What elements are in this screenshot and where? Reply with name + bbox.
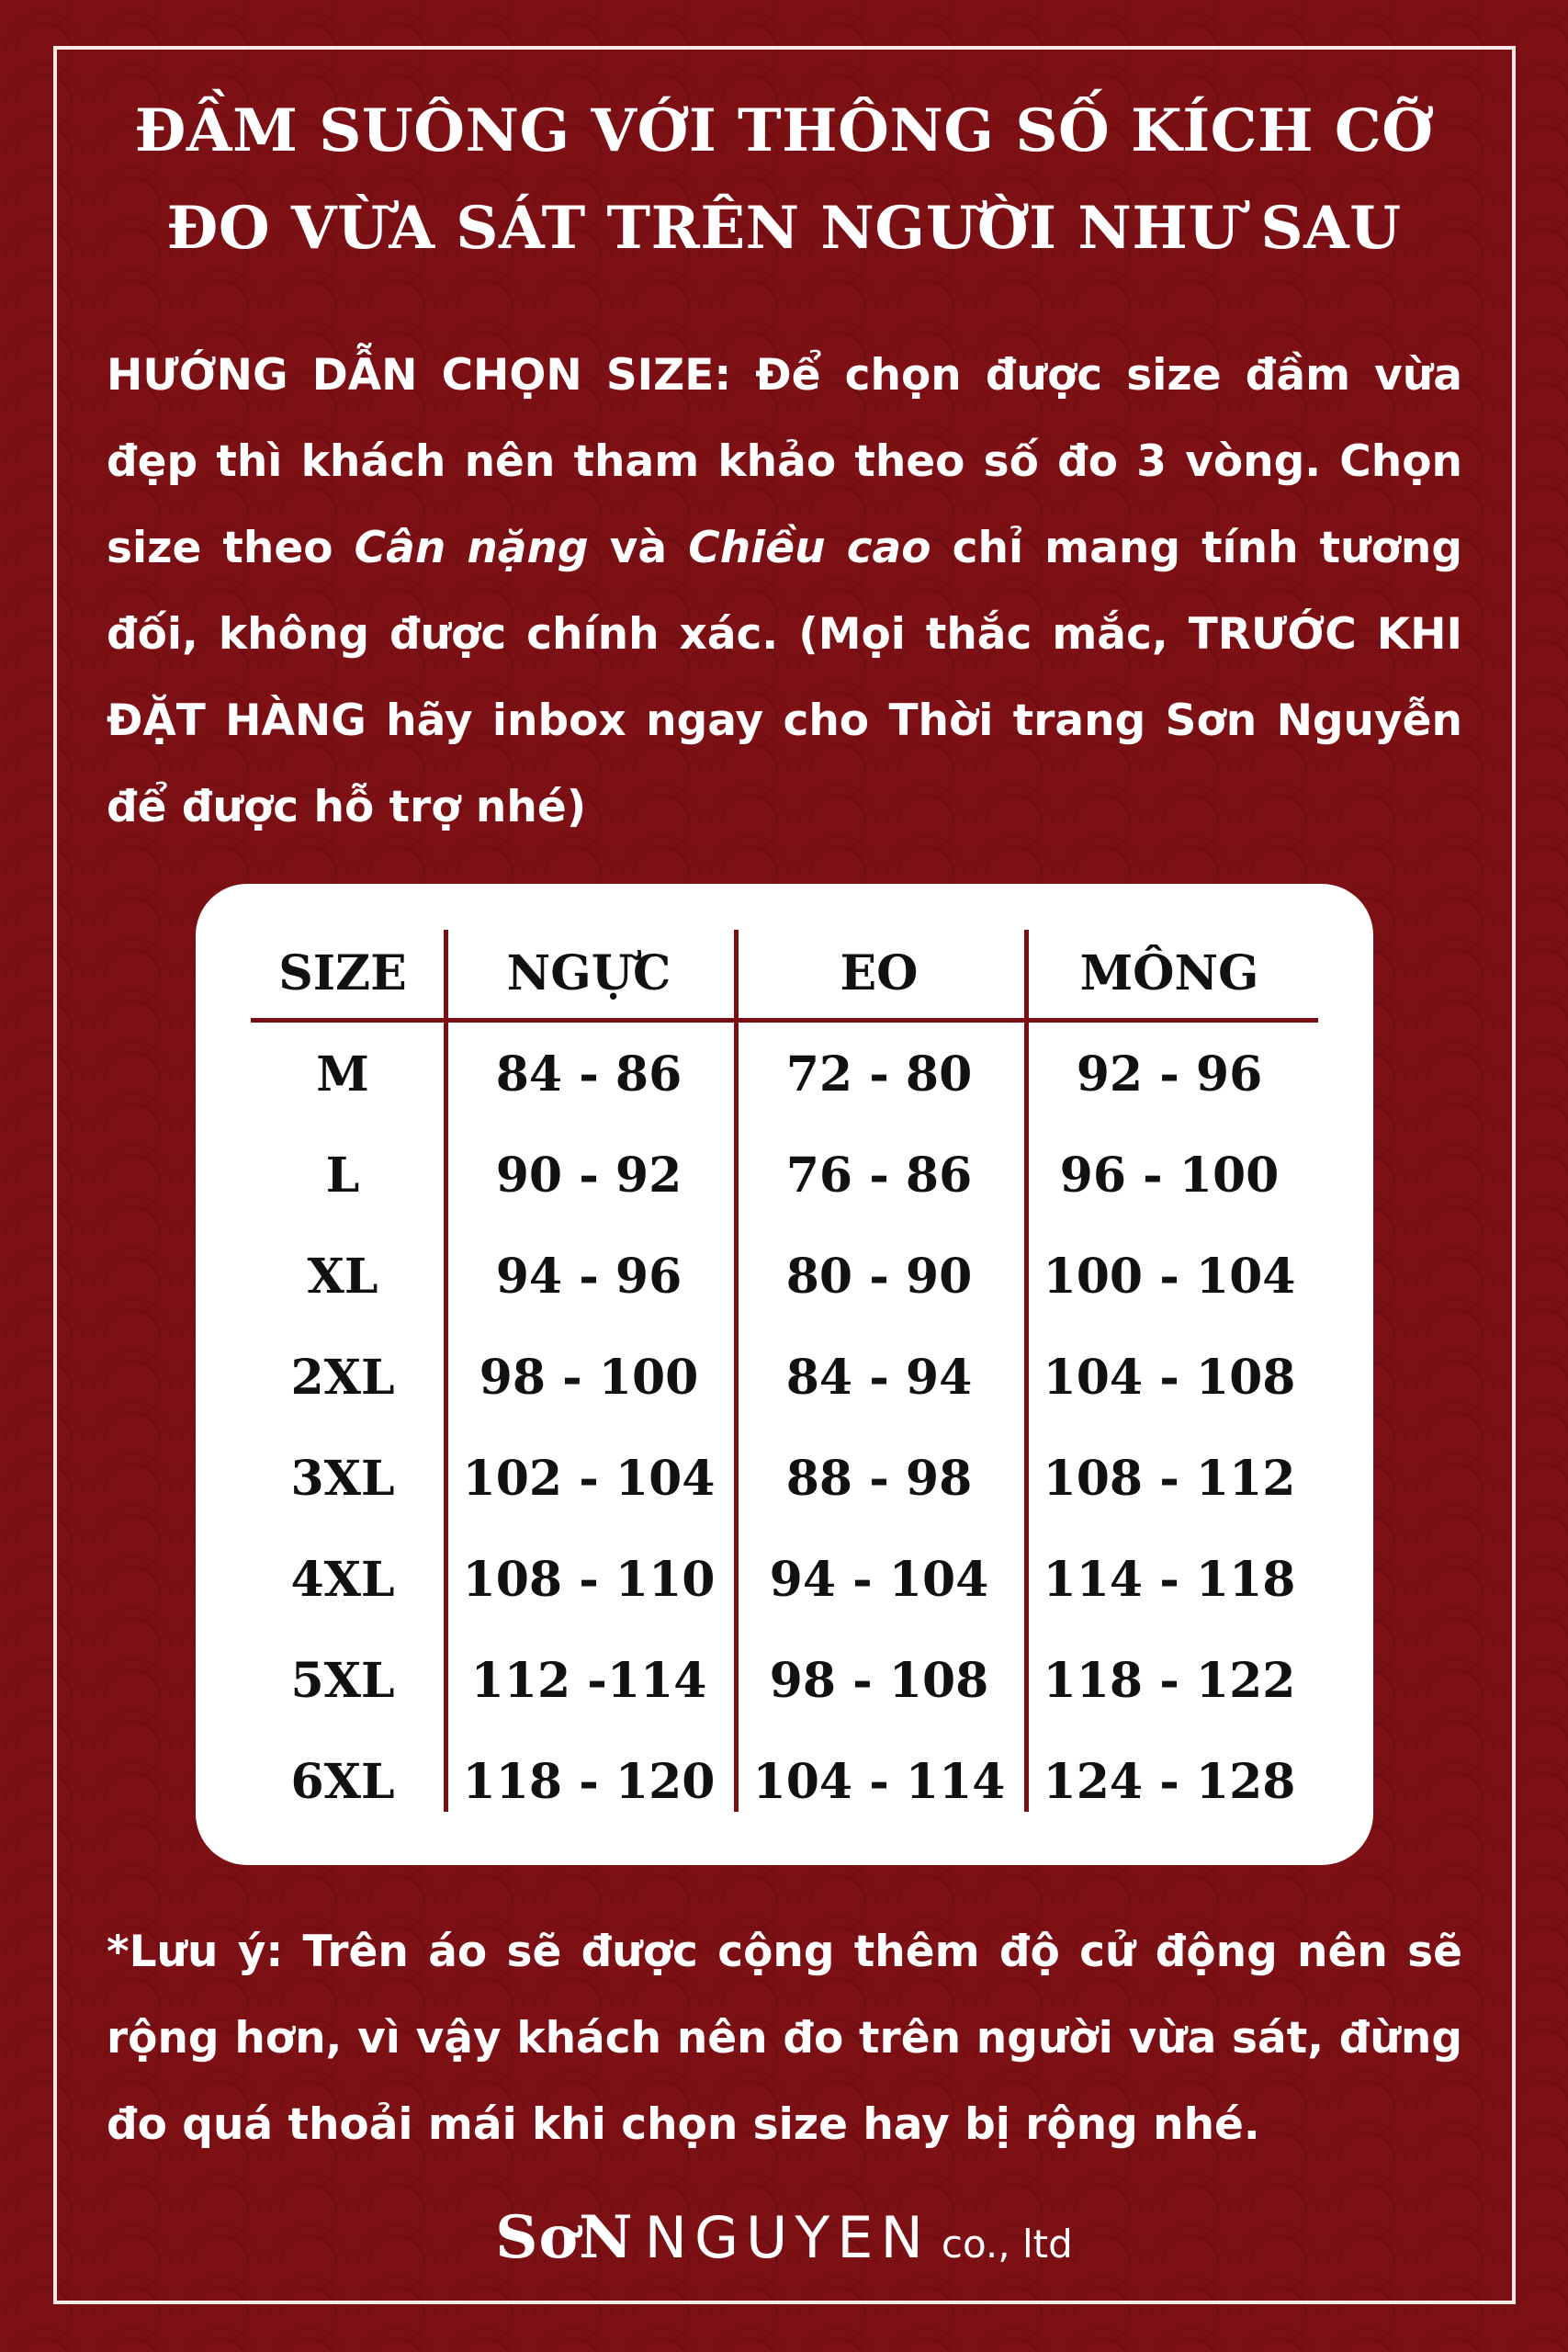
measurement-cell: 98 - 100 [479,1350,699,1406]
size-label-cell: XL [307,1249,378,1305]
table-header-cell: SIZE [278,945,407,1001]
measurement-cell: 94 - 96 [495,1249,682,1305]
measurement-cell: 124 - 128 [1043,1754,1296,1810]
measurement-cell: 104 - 108 [1043,1350,1296,1406]
column-divider [734,930,739,1812]
size-label-cell: 4XL [290,1552,395,1608]
size-label-cell: 5XL [290,1653,395,1709]
guide-height: Chiều cao [688,523,931,573]
measurement-cell: 94 - 104 [769,1552,989,1608]
column-divider [1024,930,1029,1812]
brand-logo [0,2203,1568,2272]
measurement-cell: 112 -114 [470,1653,707,1709]
logo-suffix: co., ltd [941,2222,1073,2267]
measurement-cell: 90 - 92 [495,1148,682,1204]
measurement-cell: 92 - 96 [1076,1046,1263,1102]
table-header-cell: NGỰC [506,945,671,1001]
guide-and: và [588,523,689,573]
measurement-cell: 100 - 104 [1043,1249,1296,1305]
size-label-cell: 6XL [290,1754,395,1810]
guide-text-1: HƯỚNG DẪN CHỌN SIZE: Để chọn được size đầm vừa đẹp thì khách nên tham khảo theo số đo 3 vòng. Chọn size theo [107,350,1462,573]
measurement-cell: 102 - 104 [462,1451,716,1507]
size-label-cell: L [325,1148,360,1204]
measurement-cell: 98 - 108 [769,1653,989,1709]
size-label-cell: 2XL [290,1350,395,1406]
measurement-cell: 108 - 110 [462,1552,716,1608]
guide-weight: Cân nặng [354,523,589,573]
measurement-cell: 80 - 90 [785,1249,973,1305]
measurement-cell: 114 - 118 [1043,1552,1296,1608]
size-table-card [196,884,1373,1865]
guide-text-2: chỉ mang tính tương đối, không được chính xác. (Mọi thắc mắc, TRƯỚC KHI ĐẶT HÀNG hãy inbox ngay cho Thời trang Sơn Nguyễn để được hỗ trợ nhé) [107,523,1462,832]
size-label-cell: M [316,1046,369,1102]
measurement-cell: 72 - 80 [785,1046,973,1102]
measurement-cell: 84 - 86 [495,1046,682,1102]
page-title-line-1: ĐẦM SUÔNG VỚI THÔNG SỐ KÍCH CỠ [134,96,1434,165]
measurement-cell: 118 - 122 [1043,1653,1296,1709]
measurement-cell: 76 - 86 [785,1148,973,1204]
size-label-cell: 3XL [290,1451,395,1507]
page-title-line-2: ĐO VỪA SÁT TRÊN NGƯỜI NHƯ SAU [166,194,1402,263]
size-guide-paragraph [107,333,1462,851]
measurement-cell: 118 - 120 [462,1754,716,1810]
logo-brand-secondary: NGUYEN [644,2204,931,2271]
table-header-cell: MÔNG [1079,945,1259,1001]
measurement-cell: 84 - 94 [785,1350,973,1406]
size-table [251,930,1318,1812]
table-header-cell: EO [840,945,919,1001]
header-divider [251,1018,1318,1023]
measurement-cell: 96 - 100 [1059,1148,1280,1204]
measurement-cell: 104 - 114 [752,1754,1006,1810]
note-paragraph: *Lưu ý: Trên áo sẽ được cộng thêm độ cử động nên sẽ rộng hơn, vì vậy khách nên đo trên người vừa sát, đừng đo quá thoải mái khi chọn size hay bị rộng nhé. [107,1927,1462,2150]
measurement-cell: 108 - 112 [1043,1451,1296,1507]
measurement-cell: 88 - 98 [785,1451,973,1507]
logo-brand: SơN [495,2203,634,2272]
